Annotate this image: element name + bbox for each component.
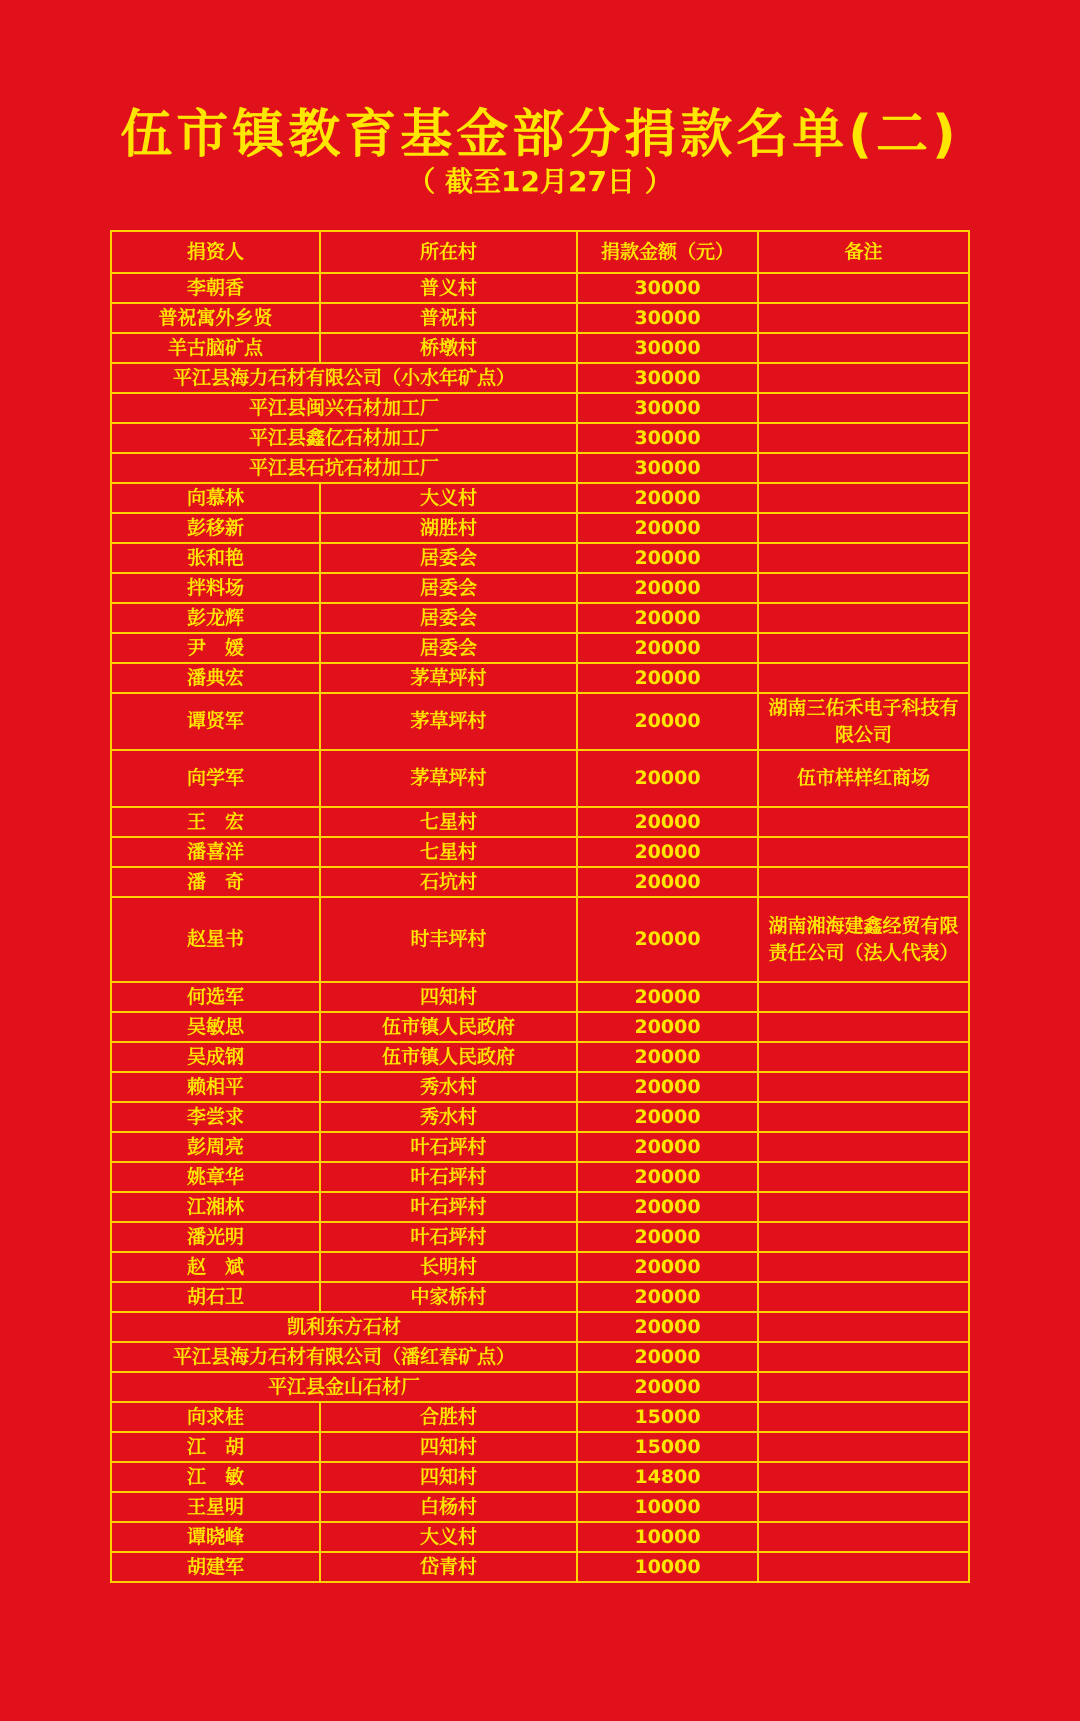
amount-cell: 20000: [577, 750, 758, 807]
note-cell: [758, 1162, 969, 1192]
table-row: [111, 393, 969, 423]
village-cell: 时丰坪村: [320, 897, 577, 982]
amount-cell: 20000: [577, 1192, 758, 1222]
village-cell: 居委会: [320, 543, 577, 573]
note-cell: [758, 573, 969, 603]
village-cell: 七星村: [320, 807, 577, 837]
note-cell: [758, 513, 969, 543]
amount-cell: 15000: [577, 1432, 758, 1462]
note-cell: [758, 867, 969, 897]
amount-cell: 30000: [577, 453, 758, 483]
donor-cell: 向求桂: [111, 1402, 320, 1432]
donor-cell: 张和艳: [111, 543, 320, 573]
amount-cell: 20000: [577, 1132, 758, 1162]
table-row: [111, 1102, 969, 1132]
village-cell: 普祝村: [320, 303, 577, 333]
note-cell: [758, 1252, 969, 1282]
donor-cell: 平江县闽兴石材加工厂: [111, 393, 577, 423]
table-row: [111, 1282, 969, 1312]
village-cell: 合胜村: [320, 1402, 577, 1432]
village-cell: 湖胜村: [320, 513, 577, 543]
donor-cell: 彭龙辉: [111, 603, 320, 633]
note-cell: [758, 1522, 969, 1552]
table-row: [111, 573, 969, 603]
table-row: [111, 1492, 969, 1522]
table-row: [111, 663, 969, 693]
table-row: [111, 750, 969, 807]
table-row: [111, 1312, 969, 1342]
table-row: [111, 867, 969, 897]
note-cell: [758, 1072, 969, 1102]
donor-cell: 尹 媛: [111, 633, 320, 663]
page-title: 伍市镇教育基金部分捐款名单(二): [120, 105, 960, 165]
village-cell: 秀水村: [320, 1072, 577, 1102]
amount-cell: 30000: [577, 333, 758, 363]
table-row: [111, 543, 969, 573]
amount-cell: 20000: [577, 897, 758, 982]
donor-cell: 平江县海力石材有限公司（潘红春矿点）: [111, 1342, 577, 1372]
table-row: [111, 1402, 969, 1432]
donor-cell: 潘典宏: [111, 663, 320, 693]
amount-cell: 20000: [577, 1042, 758, 1072]
note-cell: [758, 1462, 969, 1492]
village-cell: 普义村: [320, 273, 577, 303]
village-cell: 中家桥村: [320, 1282, 577, 1312]
table-row: [111, 603, 969, 633]
village-cell: 茅草坪村: [320, 693, 577, 750]
note-cell: [758, 273, 969, 303]
amount-cell: 30000: [577, 423, 758, 453]
note-cell: [758, 543, 969, 573]
table-row: [111, 633, 969, 663]
donor-cell: 赵 斌: [111, 1252, 320, 1282]
village-cell: 伍市镇人民政府: [320, 1012, 577, 1042]
village-cell: 叶石坪村: [320, 1132, 577, 1162]
amount-cell: 20000: [577, 1072, 758, 1102]
donor-cell: 王 宏: [111, 807, 320, 837]
amount-cell: 20000: [577, 513, 758, 543]
table-row: [111, 1372, 969, 1402]
header-village: 所在村: [320, 231, 577, 273]
table-row: [111, 1522, 969, 1552]
donor-cell: 羊古脑矿点: [111, 333, 320, 363]
amount-cell: 20000: [577, 1012, 758, 1042]
donor-cell: 王星明: [111, 1492, 320, 1522]
note-cell: [758, 1432, 969, 1462]
table-row: [111, 1162, 969, 1192]
amount-cell: 20000: [577, 1252, 758, 1282]
table-row: [111, 1222, 969, 1252]
note-cell: [758, 423, 969, 453]
donor-cell: 彭移新: [111, 513, 320, 543]
note-cell: [758, 1012, 969, 1042]
note-cell: [758, 663, 969, 693]
amount-cell: 20000: [577, 603, 758, 633]
table-row: [111, 1252, 969, 1282]
amount-cell: 20000: [577, 807, 758, 837]
village-cell: 居委会: [320, 633, 577, 663]
amount-cell: 30000: [577, 393, 758, 423]
amount-cell: 20000: [577, 1342, 758, 1372]
donor-cell: 潘喜洋: [111, 837, 320, 867]
amount-cell: 10000: [577, 1552, 758, 1582]
note-cell: [758, 1042, 969, 1072]
donor-cell: 胡石卫: [111, 1282, 320, 1312]
donor-cell: 向慕林: [111, 483, 320, 513]
note-cell: [758, 633, 969, 663]
amount-cell: 20000: [577, 837, 758, 867]
note-cell: [758, 1102, 969, 1132]
village-cell: 伍市镇人民政府: [320, 1042, 577, 1072]
village-cell: 茅草坪村: [320, 663, 577, 693]
table-row: [111, 837, 969, 867]
note-cell: [758, 837, 969, 867]
table-row: [111, 897, 969, 982]
village-cell: 大义村: [320, 483, 577, 513]
note-cell: [758, 807, 969, 837]
donor-cell: 李朝香: [111, 273, 320, 303]
donor-cell: 江湘林: [111, 1192, 320, 1222]
village-cell: 居委会: [320, 603, 577, 633]
table-row: [111, 483, 969, 513]
table-row: [111, 453, 969, 483]
amount-cell: 10000: [577, 1522, 758, 1552]
note-cell: [758, 982, 969, 1012]
donor-cell: 谭贤军: [111, 693, 320, 750]
village-cell: 长明村: [320, 1252, 577, 1282]
village-cell: 秀水村: [320, 1102, 577, 1132]
village-cell: 叶石坪村: [320, 1162, 577, 1192]
donor-cell: 吴成钢: [111, 1042, 320, 1072]
donor-cell: 胡建军: [111, 1552, 320, 1582]
note-cell: [758, 1492, 969, 1522]
table-row: [111, 303, 969, 333]
village-cell: 叶石坪村: [320, 1222, 577, 1252]
donor-cell: 平江县海力石材有限公司（小水年矿点）: [111, 363, 577, 393]
note-cell: [758, 1402, 969, 1432]
note-cell: [758, 483, 969, 513]
amount-cell: 20000: [577, 1312, 758, 1342]
donor-cell: 赵星书: [111, 897, 320, 982]
table-body: [111, 273, 969, 1582]
note-cell: 湖南湘海建鑫经贸有限责任公司（法人代表）: [758, 897, 969, 982]
header-note: 备注: [758, 231, 969, 273]
amount-cell: 30000: [577, 303, 758, 333]
amount-cell: 20000: [577, 1162, 758, 1192]
note-cell: [758, 1552, 969, 1582]
village-cell: 岱青村: [320, 1552, 577, 1582]
village-cell: 叶石坪村: [320, 1192, 577, 1222]
table-row: [111, 513, 969, 543]
donor-cell: 向学军: [111, 750, 320, 807]
donor-cell: 普祝寓外乡贤: [111, 303, 320, 333]
table-row: [111, 1132, 969, 1162]
table-row: [111, 693, 969, 750]
table-row: [111, 1552, 969, 1582]
note-cell: [758, 363, 969, 393]
donor-cell: 彭周亮: [111, 1132, 320, 1162]
amount-cell: 20000: [577, 1372, 758, 1402]
note-cell: [758, 603, 969, 633]
amount-cell: 30000: [577, 363, 758, 393]
amount-cell: 20000: [577, 982, 758, 1012]
donor-cell: 李尝求: [111, 1102, 320, 1132]
note-cell: [758, 1222, 969, 1252]
table-row: [111, 423, 969, 453]
amount-cell: 20000: [577, 867, 758, 897]
donor-cell: 平江县金山石材厂: [111, 1372, 577, 1402]
note-cell: [758, 1372, 969, 1402]
note-cell: [758, 333, 969, 363]
village-cell: 四知村: [320, 982, 577, 1012]
donor-cell: 平江县鑫亿石材加工厂: [111, 423, 577, 453]
note-cell: [758, 1192, 969, 1222]
amount-cell: 20000: [577, 1102, 758, 1132]
donor-cell: 江 敏: [111, 1462, 320, 1492]
note-cell: [758, 393, 969, 423]
note-cell: [758, 1282, 969, 1312]
village-cell: 四知村: [320, 1432, 577, 1462]
donor-cell: 赖相平: [111, 1072, 320, 1102]
table-row: [111, 1012, 969, 1042]
donation-table: [110, 230, 970, 1583]
amount-cell: 20000: [577, 573, 758, 603]
village-cell: 七星村: [320, 837, 577, 867]
amount-cell: 14800: [577, 1462, 758, 1492]
donor-cell: 江 胡: [111, 1432, 320, 1462]
table-row: [111, 273, 969, 303]
table-row: [111, 333, 969, 363]
note-cell: [758, 303, 969, 333]
donor-cell: 潘 奇: [111, 867, 320, 897]
table-row: [111, 1072, 969, 1102]
table-row: [111, 1462, 969, 1492]
table-row: [111, 363, 969, 393]
note-cell: 伍市样样红商场: [758, 750, 969, 807]
village-cell: 大义村: [320, 1522, 577, 1552]
table-row: [111, 1342, 969, 1372]
note-cell: [758, 1312, 969, 1342]
village-cell: 石坑村: [320, 867, 577, 897]
note-cell: [758, 453, 969, 483]
donor-cell: 何选军: [111, 982, 320, 1012]
table-row: [111, 982, 969, 1012]
header-amount: 捐款金额（元）: [577, 231, 758, 273]
amount-cell: 20000: [577, 1282, 758, 1312]
donor-cell: 凯利东方石材: [111, 1312, 577, 1342]
village-cell: 白杨村: [320, 1492, 577, 1522]
table-row: [111, 1432, 969, 1462]
donor-cell: 拌料场: [111, 573, 320, 603]
note-cell: 湖南三佑禾电子科技有限公司: [758, 693, 969, 750]
donor-cell: 潘光明: [111, 1222, 320, 1252]
donor-cell: 谭晓峰: [111, 1522, 320, 1552]
amount-cell: 10000: [577, 1492, 758, 1522]
village-cell: 四知村: [320, 1462, 577, 1492]
table-header-row: [111, 231, 969, 273]
amount-cell: 20000: [577, 633, 758, 663]
donor-cell: 吴敏思: [111, 1012, 320, 1042]
donor-cell: 姚章华: [111, 1162, 320, 1192]
amount-cell: 30000: [577, 273, 758, 303]
table-row: [111, 1192, 969, 1222]
amount-cell: 20000: [577, 663, 758, 693]
amount-cell: 15000: [577, 1402, 758, 1432]
note-cell: [758, 1342, 969, 1372]
donor-cell: 平江县石坑石材加工厂: [111, 453, 577, 483]
header-donor: 捐资人: [111, 231, 320, 273]
table-row: [111, 807, 969, 837]
note-cell: [758, 1132, 969, 1162]
amount-cell: 20000: [577, 543, 758, 573]
village-cell: 桥墩村: [320, 333, 577, 363]
village-cell: 居委会: [320, 573, 577, 603]
amount-cell: 20000: [577, 693, 758, 750]
village-cell: 茅草坪村: [320, 750, 577, 807]
amount-cell: 20000: [577, 1222, 758, 1252]
amount-cell: 20000: [577, 483, 758, 513]
page-subtitle: （ 截至12月27日 ）: [407, 165, 673, 198]
table-row: [111, 1042, 969, 1072]
